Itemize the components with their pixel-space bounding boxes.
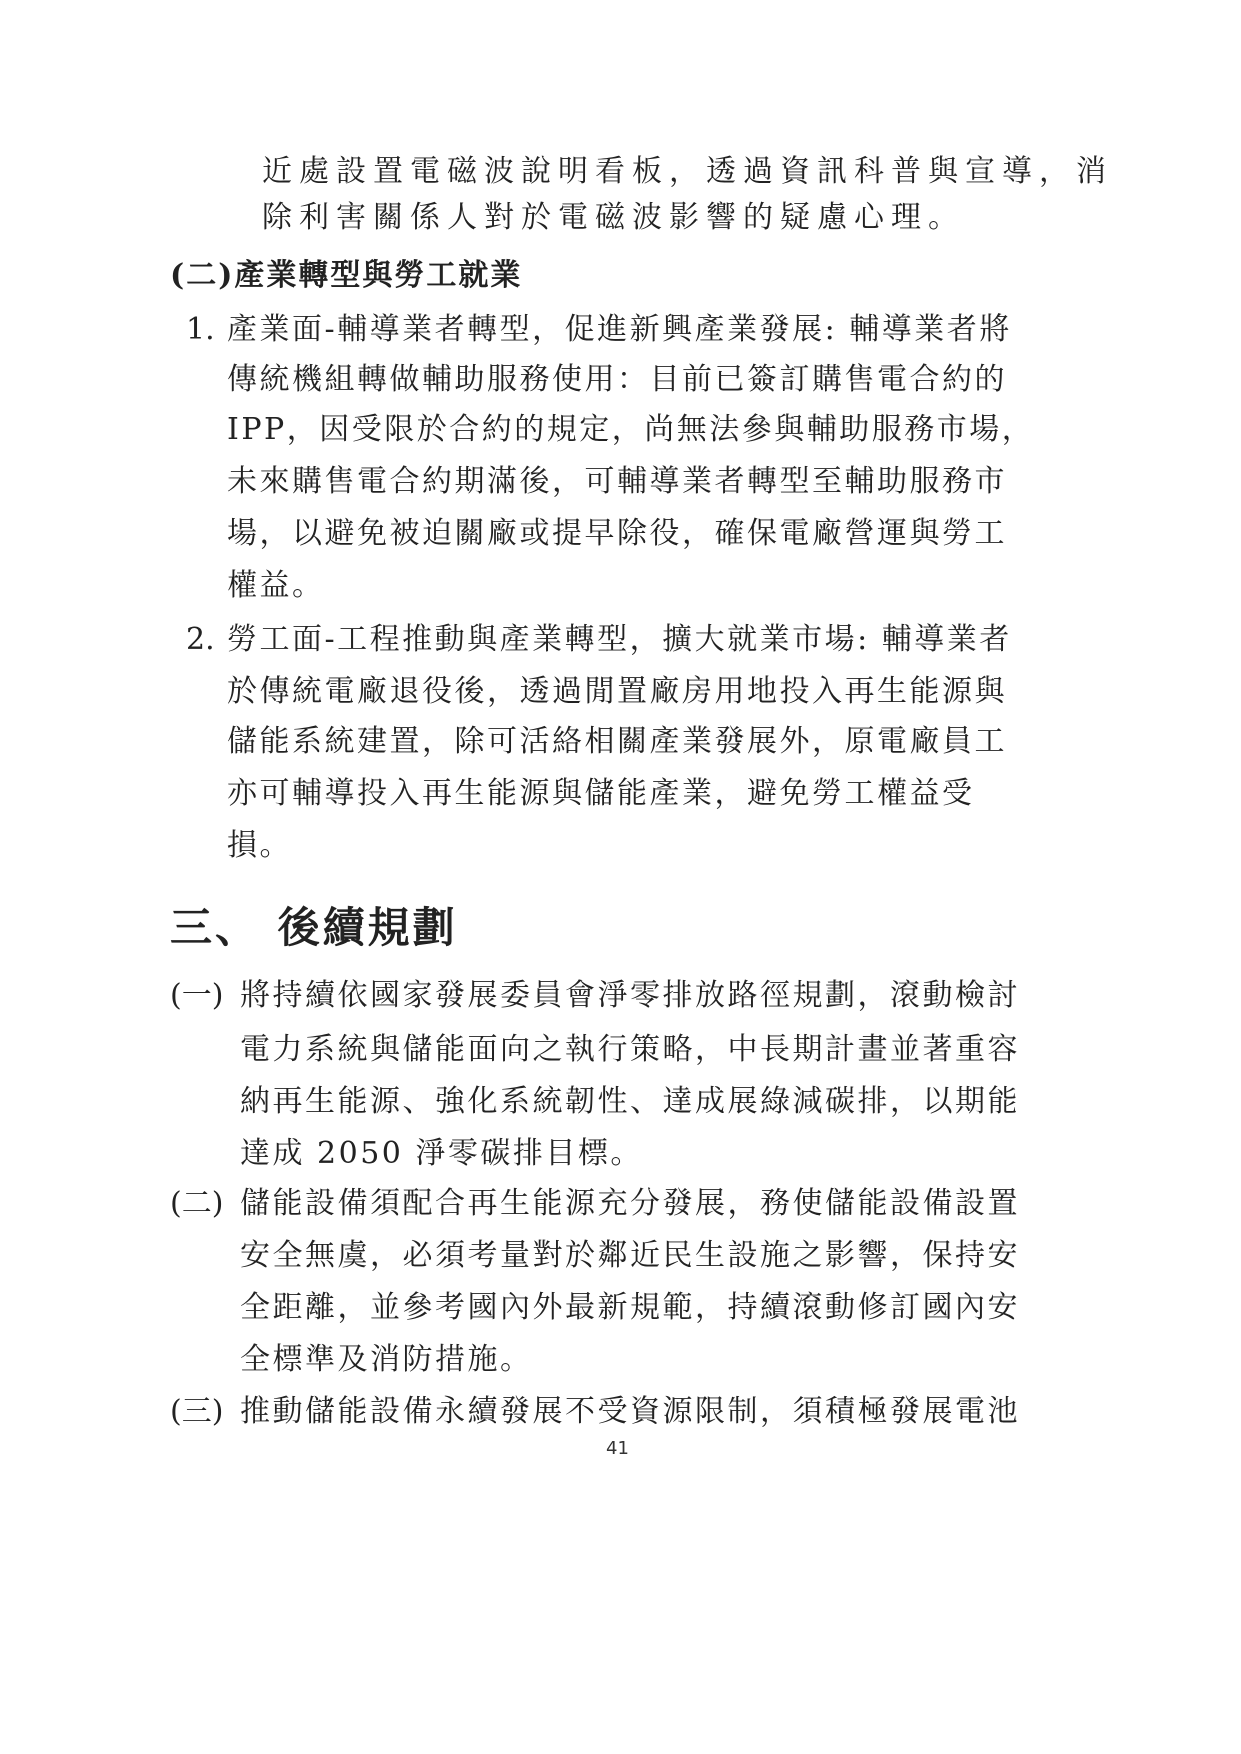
paragraph-line: 全標準及消防措施。 — [240, 1342, 533, 1377]
paragraph-line: 場，以避免被迫關廠或提早除役，確保電廠營運與勞工 — [227, 516, 1007, 551]
paragraph-line: 將持續依國家發展委員會淨零排放路徑規劃，滾動檢討 — [240, 978, 1020, 1013]
list-item-number: (一) — [170, 978, 224, 1013]
list-item-number: (三) — [170, 1394, 224, 1429]
paragraph-line: 於傳統電廠退役後，透過閒置廠房用地投入再生能源與 — [227, 674, 1007, 709]
paragraph-line: 儲能設備須配合再生能源充分發展，務使儲能設備設置 — [240, 1186, 1020, 1221]
paragraph-line: 近處設置電磁波說明看板，透過資訊科普與宣導，消 — [262, 154, 1113, 189]
paragraph-line: 納再生能源、強化系統韌性、達成展綠減碳排，以期能 — [240, 1084, 1020, 1119]
paragraph-line: 產業面-輔導業者轉型，促進新興產業發展: 輔導業者將 — [227, 312, 1012, 347]
page-number: 41 — [606, 1438, 629, 1459]
list-item-number: 2. — [186, 622, 215, 657]
paragraph-line: 損。 — [227, 828, 292, 863]
paragraph-line: 傳統機組轉做輔助服務使用：目前已簽訂購售電合約的 — [227, 362, 1007, 397]
paragraph-line: 除利害關係人對於電磁波影響的疑慮心理。 — [262, 200, 965, 235]
paragraph-line: 電力系統與儲能面向之執行策略，中長期計畫並著重容 — [240, 1032, 1020, 1067]
chapter-heading: 三、 後續規劃 — [170, 903, 458, 952]
paragraph-line: 全距離，並參考國內外最新規範，持續滾動修訂國內安 — [240, 1290, 1020, 1325]
paragraph-line: 未來購售電合約期滿後，可輔導業者轉型至輔助服務市 — [227, 464, 1007, 499]
paragraph-line: 推動儲能設備永續發展不受資源限制，須積極發展電池 — [240, 1394, 1020, 1429]
list-item-number: 1. — [186, 312, 215, 347]
paragraph-line: 儲能系統建置，除可活絡相關產業發展外，原電廠員工 — [227, 724, 1007, 759]
paragraph-line: 亦可輔導投入再生能源與儲能產業，避免勞工權益受 — [227, 776, 975, 811]
list-item-number: (二) — [170, 1186, 224, 1221]
paragraph-line: IPP，因受限於合約的規定，尚無法參與輔助服務市場， — [227, 412, 1035, 447]
paragraph-line: 安全無虞，必須考量對於鄰近民生設施之影響，保持安 — [240, 1238, 1020, 1273]
paragraph-line: 達成 2050 淨零碳排目標。 — [240, 1136, 643, 1171]
paragraph-line: 權益。 — [227, 568, 325, 603]
section-heading: (二)產業轉型與勞工就業 — [170, 258, 523, 293]
paragraph-line: 勞工面-工程推動與產業轉型，擴大就業市場: 輔導業者 — [227, 622, 1012, 657]
